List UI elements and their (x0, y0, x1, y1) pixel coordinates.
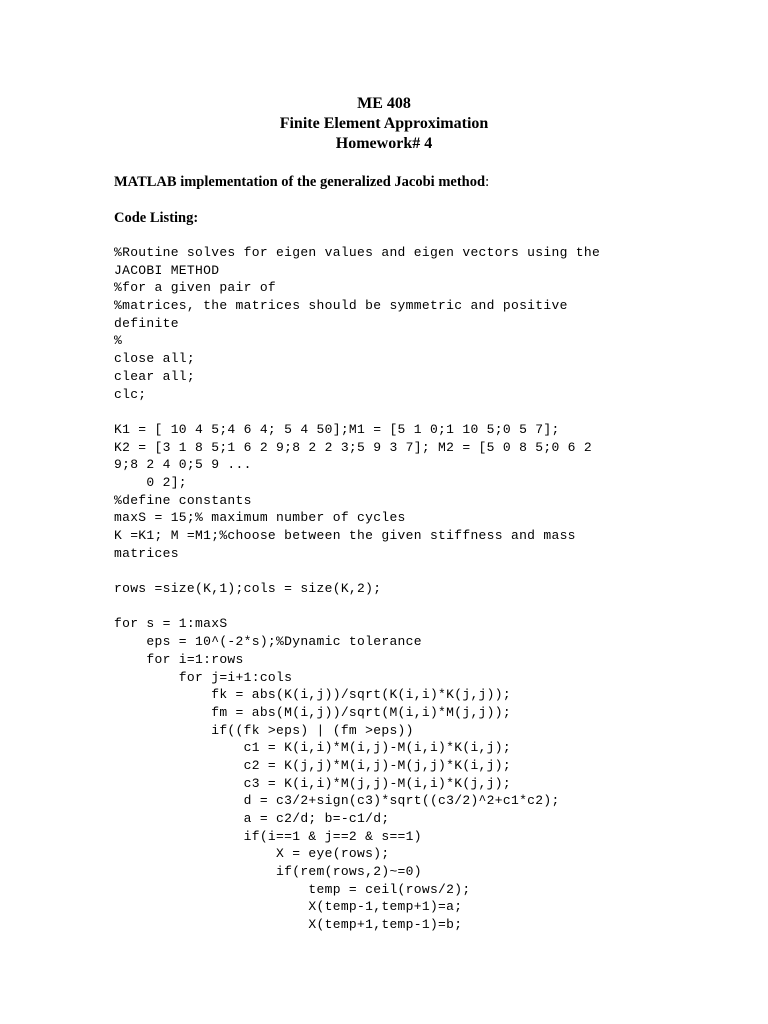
code-line: %matrices, the matrices should be symmetric and positive (114, 298, 568, 314)
code-line (114, 598, 674, 616)
code-line: 0 2]; (114, 474, 187, 490)
subtitle-colon: : (485, 174, 490, 190)
code-line: X(temp-1,temp+1)=a; (114, 899, 463, 915)
code-line (114, 562, 674, 580)
code-line: K =K1; M =M1;%choose between the given stiffness and mass (114, 528, 576, 543)
code-line: X(temp+1,temp-1)=b; (114, 917, 463, 933)
code-line: %Routine solves for eigen values and eigen vectors using the (114, 245, 601, 260)
code-line: maxS = 15;% maximum number of cycles (114, 510, 406, 526)
code-line: definite (114, 315, 179, 331)
code-line: clc; (114, 386, 147, 402)
code-line: clear all; (114, 368, 196, 384)
code-line: K1 = [ 10 4 5;4 6 4; 5 4 50];M1 = [5 1 0;1 10 5;0 5 7]; (114, 421, 560, 437)
code-line: if(rem(rows,2)~=0) (114, 864, 422, 880)
code-line: temp = ceil(rows/2); (114, 881, 471, 897)
code-line (114, 403, 674, 421)
subtitle-text: MATLAB implementation of the generalized Jacobi method (114, 174, 486, 190)
course-title: ME 408 (357, 95, 411, 112)
code-line: for s = 1:maxS (114, 616, 228, 632)
section-subtitle (114, 173, 489, 191)
code-line: matrices (114, 545, 179, 561)
code-line: close all; (114, 351, 196, 367)
code-line: %for a given pair of (114, 280, 277, 296)
code-line: rows =size(K,1);cols = size(K,2); (114, 581, 382, 597)
code-listing-heading: Code Listing: (114, 210, 199, 226)
code-line: % (114, 333, 123, 349)
code-line: fk = abs(K(i,j))/sqrt(K(i,i)*K(j,j)); (114, 687, 511, 703)
code-listing (114, 244, 674, 934)
code-line: K2 = [3 1 8 5;1 6 2 9;8 2 2 3;5 9 3 7]; M2 = [5 0 8 5;0 6 2 (114, 439, 592, 455)
code-line: %define constants (114, 492, 252, 508)
code-line: fm = abs(M(i,j))/sqrt(M(i,i)*M(j,j)); (114, 704, 511, 720)
code-line: X = eye(rows); (114, 846, 390, 862)
code-line: d = c3/2+sign(c3)*sqrt((c3/2)^2+c1*c2); (114, 793, 560, 809)
code-line: JACOBI METHOD (114, 262, 220, 278)
code-line: c2 = K(j,j)*M(i,j)-M(j,j)*K(i,j); (114, 757, 511, 773)
code-line: c1 = K(i,i)*M(i,j)-M(i,i)*K(i,j); (114, 740, 511, 756)
subject-title: Finite Element Approximation (279, 115, 489, 132)
code-line: if(i==1 & j==2 & s==1) (114, 828, 422, 844)
code-line: for j=i+1:cols (114, 669, 293, 685)
assignment-title: Homework# 4 (335, 135, 433, 152)
code-line: eps = 10^(-2*s);%Dynamic tolerance (114, 634, 422, 650)
code-line: c3 = K(i,i)*M(j,j)-M(i,i)*K(j,j); (114, 775, 511, 791)
title-block (0, 94, 768, 154)
code-line: 9;8 2 4 0;5 9 ... (114, 457, 252, 473)
code-line: for i=1:rows (114, 651, 244, 667)
code-line: a = c2/d; b=-c1/d; (114, 811, 390, 826)
code-line: if((fk >eps) | (fm >eps)) (114, 722, 414, 738)
